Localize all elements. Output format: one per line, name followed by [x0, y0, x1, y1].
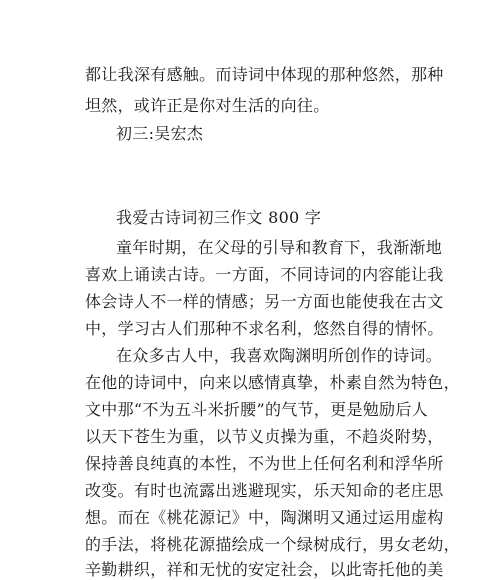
paragraph-line: 保持善良纯真的本性，不为世上任何名利和浮华所 — [85, 454, 444, 473]
text-line: 都让我深有感触。而诗词中体现的那种悠然，那种 — [85, 65, 444, 84]
author-signature: 初三:吴宏杰 — [116, 124, 204, 143]
paragraph-line: 在众多古人中，我喜欢陶渊明所创作的诗词。 — [116, 346, 443, 365]
paragraph-line: 在他的诗词中，向来以感情真挚，朴素自然为特色， — [85, 373, 460, 392]
paragraph-line: 喜欢上诵读古诗。一方面，不同诗词的内容能让我 — [85, 265, 444, 284]
essay-title: 我爱古诗词初三作文 800 字 — [116, 208, 322, 227]
paragraph-line: 文中那“不为五斗米折腰”的气节，更是勉励后人 — [85, 400, 428, 419]
paragraph-line: 体会诗人不一样的情感；另一方面也能使我在古文 — [85, 292, 444, 311]
text-line: 坦然，或许正是你对生活的向往。 — [85, 96, 330, 115]
paragraph-line: 童年时期，在父母的引导和教育下，我渐渐地 — [116, 238, 443, 257]
paragraph-line: 想。而在《桃花源记》中，陶渊明又通过运用虚构 — [85, 508, 444, 527]
paragraph-line: 改变。有时也流露出逃避现实，乐天知命的老庄思 — [85, 481, 444, 500]
paragraph-line: 的手法，将桃花源描绘成一个绿树成行，男女老幼， — [85, 535, 460, 554]
paragraph-line: 辛勤耕织，祥和无忧的安定社会，以此寄托他的美 — [85, 560, 444, 579]
paragraph-line: 中，学习古人们那种不求名利，悠然自得的情怀。 — [85, 319, 444, 338]
paragraph-line: 以天下苍生为重，以节义贞操为重，不趋炎附势， — [85, 427, 444, 446]
